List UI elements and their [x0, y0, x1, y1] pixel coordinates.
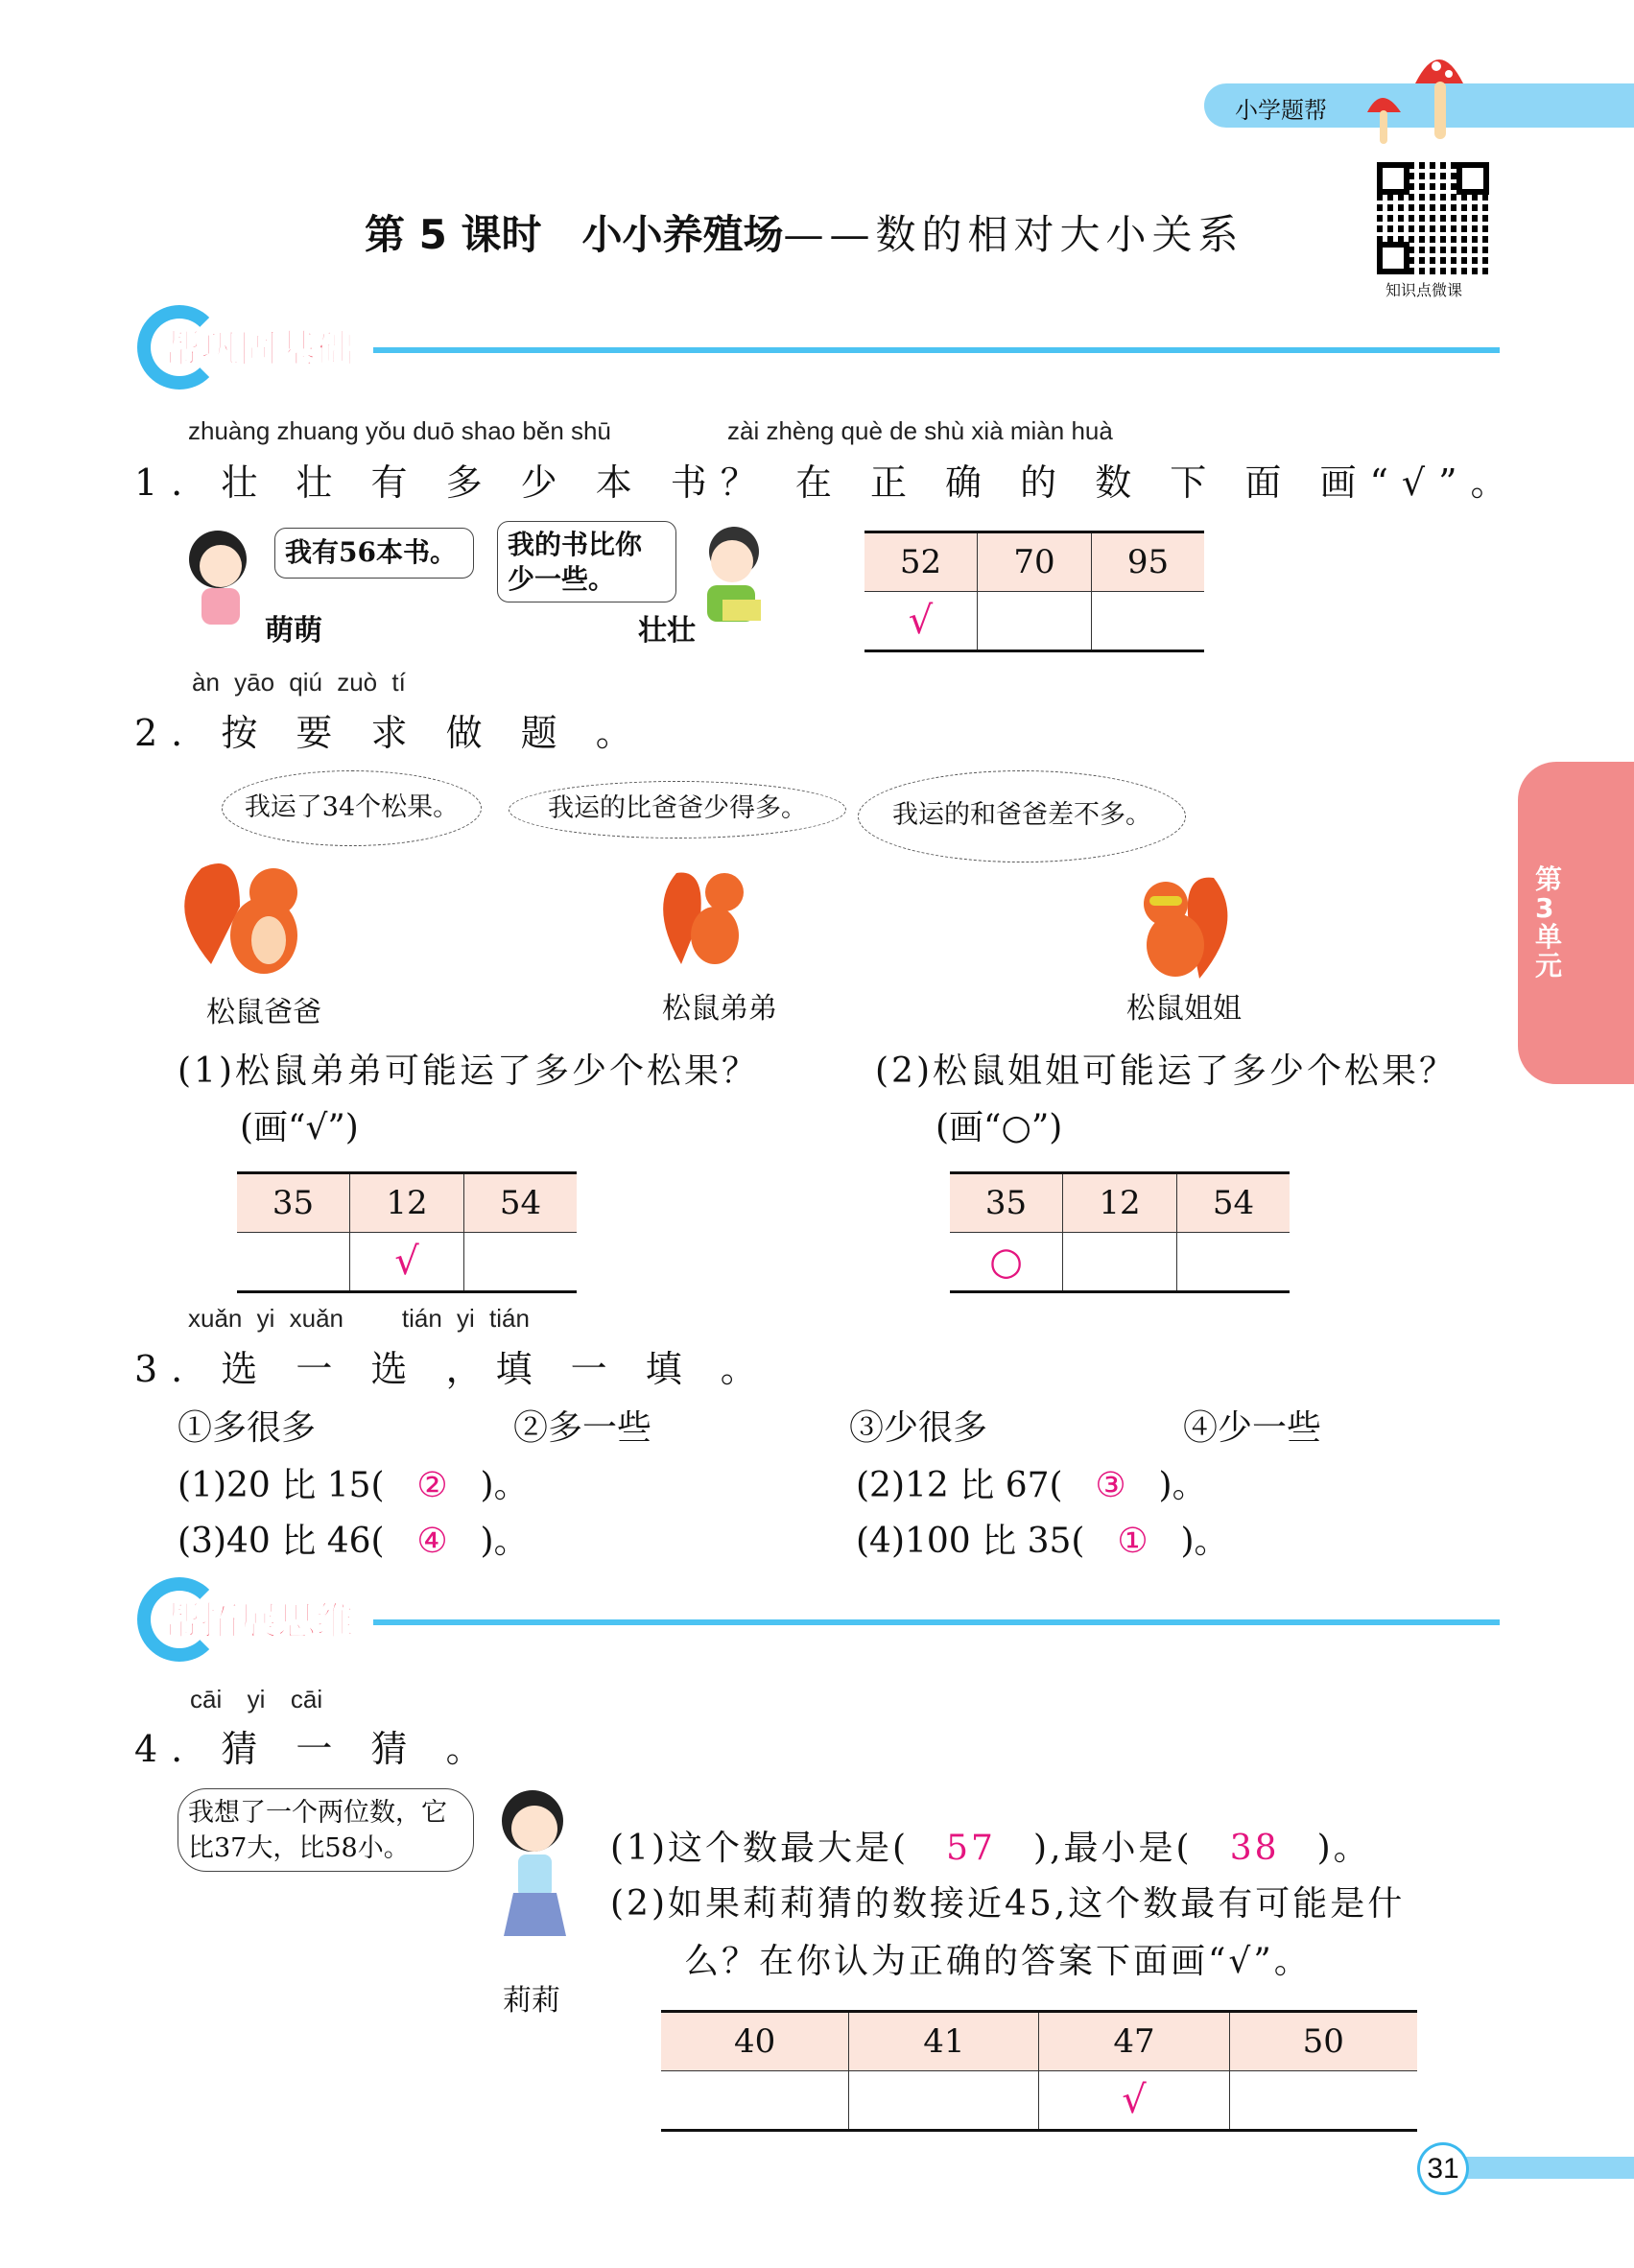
question-3: 3. 选 一 选 ，填 一 填 。 — [134, 1348, 770, 1390]
boy-zhuangzhuang-illustration — [686, 518, 777, 624]
section-header-extend: 帮拓展思维 — [137, 1577, 1500, 1664]
q4-table: 40 41 47 50 √ — [661, 2010, 1417, 2132]
name-label: 松鼠弟弟 — [662, 992, 777, 1026]
name-label: 松鼠爸爸 — [206, 996, 321, 1029]
pinyin: xuǎn yi xuǎn tián yi tián — [188, 1304, 530, 1333]
q2-table-1: 35 12 54 √ — [237, 1171, 577, 1293]
hint: (画“√”) — [240, 1108, 359, 1147]
section-header-basic: 帮巩固基础 — [137, 305, 1500, 391]
q4-sub1: (1)这个数最大是( 57 ),最小是( 38 )。 — [610, 1829, 1371, 1868]
q4-sub2-line2: 么？在你认为正确的答案下面画“√”。 — [684, 1942, 1312, 1981]
page-number: 31 — [1417, 2142, 1469, 2195]
question-2: 2. 按 要 求 做 题 。 — [134, 712, 646, 754]
name-label: 萌萌 — [265, 614, 322, 648]
pinyin: àn yāo qiú zuò tí — [192, 668, 406, 697]
girl-lili-illustration — [489, 1783, 595, 1979]
answer-cell[interactable] — [1176, 1233, 1290, 1292]
answer-cell[interactable] — [978, 592, 1092, 651]
hint: (画“○”) — [935, 1108, 1063, 1147]
girl-mengmeng-illustration — [178, 523, 259, 628]
mushroom-icon — [1358, 45, 1473, 151]
answer-cell[interactable]: √ — [1039, 2071, 1229, 2131]
speech-bubble: 我运的和爸爸差不多。 — [858, 770, 1186, 862]
speech-bubble: 我有56本书。 — [274, 528, 474, 579]
speech-bubble: 我想了一个两位数，它比37大，比58小。 — [178, 1788, 474, 1872]
q2-table-2: 35 12 54 ○ — [950, 1171, 1290, 1293]
answer-cell[interactable] — [1229, 2071, 1417, 2131]
squirrel-brother-illustration — [652, 859, 753, 969]
answer-cell[interactable]: ○ — [950, 1233, 1063, 1292]
fill-item: (3)40 比 46( ④ )。 — [178, 1522, 529, 1561]
pinyin: zài zhèng què de shù xià miàn huà — [727, 416, 1113, 445]
squirrel-dad-illustration — [173, 849, 312, 979]
unit-side-tab: 第3单元 — [1518, 762, 1634, 1084]
q1-table: 52 70 95 √ — [864, 531, 1204, 652]
speech-bubble: 我的书比你少一些。 — [497, 521, 676, 602]
option: ①多很多 — [178, 1408, 317, 1448]
squirrel-sister-illustration — [1123, 863, 1243, 983]
question-1: 1. 壮 壮 有 多 少 本 书？ 在 正 确 的 数 下 面 画“√”。 — [134, 461, 1521, 504]
name-label: 壮壮 — [638, 614, 696, 648]
answer-cell[interactable] — [1091, 592, 1204, 651]
fill-item: (4)100 比 35( ① )。 — [856, 1522, 1229, 1561]
pinyin: zhuàng zhuang yǒu duō shao běn shū — [188, 416, 611, 445]
answer-cell[interactable]: √ — [350, 1233, 464, 1292]
fill-item: (1)20 比 15( ② )。 — [178, 1466, 529, 1505]
option: ④少一些 — [1183, 1408, 1322, 1448]
q4-sub2: (2)如果莉莉猜的数接近45,这个数最有可能是什 — [610, 1884, 1406, 1924]
sub-question: (1)松鼠弟弟可能运了多少个松果？ — [178, 1051, 759, 1091]
fill-item: (2)12 比 67( ③ )。 — [856, 1466, 1207, 1505]
answer-cell[interactable] — [849, 2071, 1039, 2131]
brand-banner — [1204, 83, 1634, 128]
answer-cell[interactable]: √ — [864, 592, 978, 651]
speech-bubble: 我运了34个松果。 — [222, 770, 482, 846]
name-label: 莉莉 — [503, 1984, 560, 2018]
pinyin: cāi yi cāi — [190, 1685, 323, 1713]
page-number-bar — [1458, 2157, 1634, 2179]
brand-label: 小学题帮 — [1235, 97, 1327, 124]
question-4: 4. 猜 一 猜 。 — [134, 1728, 496, 1770]
option: ③少很多 — [849, 1408, 988, 1448]
qr-caption: 知识点微课 — [1385, 281, 1463, 299]
option: ②多一些 — [513, 1408, 652, 1448]
qr-code[interactable] — [1377, 162, 1489, 274]
answer-cell[interactable] — [661, 2071, 849, 2131]
answer-cell[interactable] — [1063, 1233, 1177, 1292]
page-title: 第 5 课时 小小养殖场——数的相对大小关系 — [365, 211, 1244, 258]
sub-question: (2)松鼠姐姐可能运了多少个松果？ — [875, 1051, 1456, 1091]
answer-cell[interactable] — [237, 1233, 350, 1292]
answer-cell[interactable] — [463, 1233, 577, 1292]
speech-bubble: 我运的比爸爸少得多。 — [509, 781, 846, 839]
name-label: 松鼠姐姐 — [1126, 992, 1242, 1026]
